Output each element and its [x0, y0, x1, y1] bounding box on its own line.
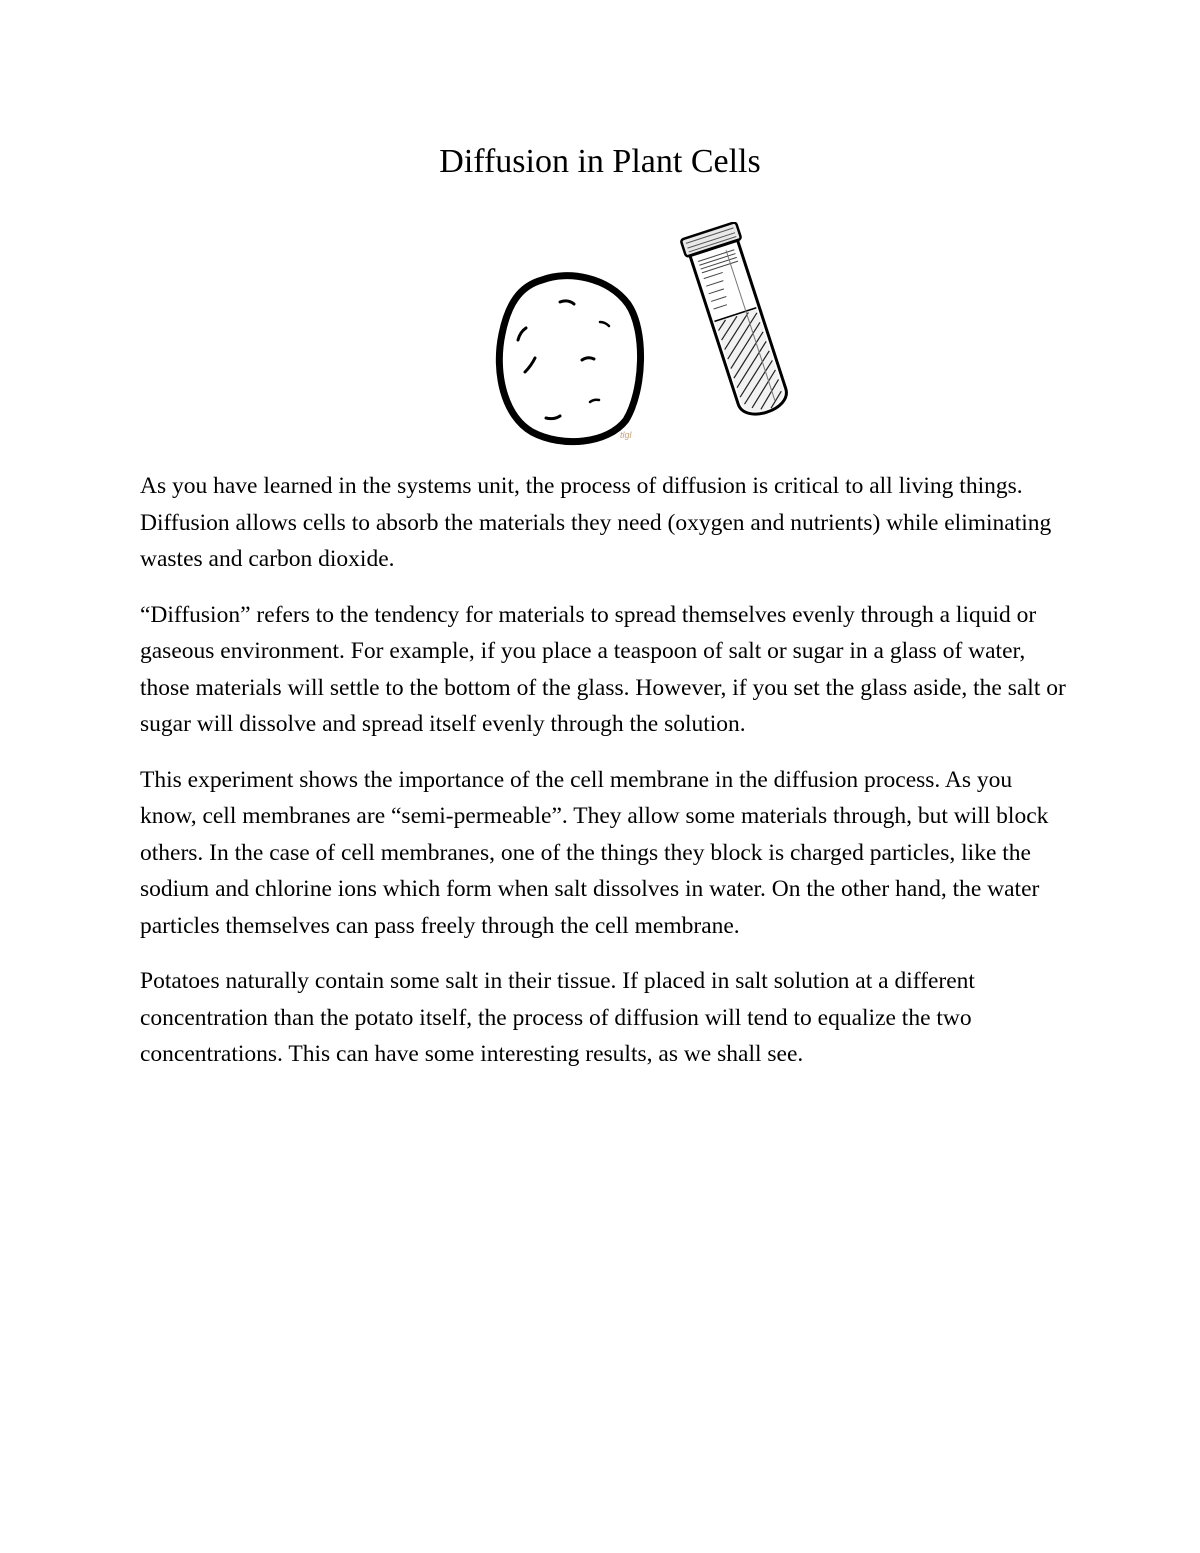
illustration — [490, 222, 830, 452]
illustration-signature: tlgl — [620, 430, 632, 440]
paragraph-4: Potatoes naturally contain some salt in their tissue. If placed in salt solution at a different concentration than the potato itself, the process of diffusion will tend to equalize the two concentrations. This can have some interesting results, as we shall see. — [140, 968, 975, 1067]
page-title: Diffusion in Plant Cells — [439, 143, 761, 180]
test-tube-icon — [681, 222, 795, 421]
illustration-svg — [490, 222, 830, 452]
body-text — [140, 468, 1070, 1092]
paragraph-3: This experiment shows the importance of the cell membrane in the diffusion process. As you know, cell membranes are “semi-permeable”. They allow some materials through, but will block others. In the case of cell membranes, one of the things they block is charged particles, like the sodium and chlorine ions which form when salt dissolves in water. On the other hand, the water particles themselves can pass freely through the cell membrane. — [140, 766, 1049, 939]
potato-icon — [499, 276, 640, 442]
paragraph-1: As you have learned in the systems unit, the process of diffusion is critical to all living things. Diffusion allows cells to absorb the materials they need (oxygen and nutrients) while eliminating wastes and carbon dioxide. — [140, 473, 1052, 572]
paragraph-2: “Diffusion” refers to the tendency for materials to spread themselves evenly through a liquid or gaseous environment. For example, if you place a teaspoon of salt or sugar in a glass of water, those materials will settle to the bottom of the glass. However, if you set the glass aside, the salt or sugar will dissolve and spread itself evenly through the solution. — [140, 601, 1066, 737]
